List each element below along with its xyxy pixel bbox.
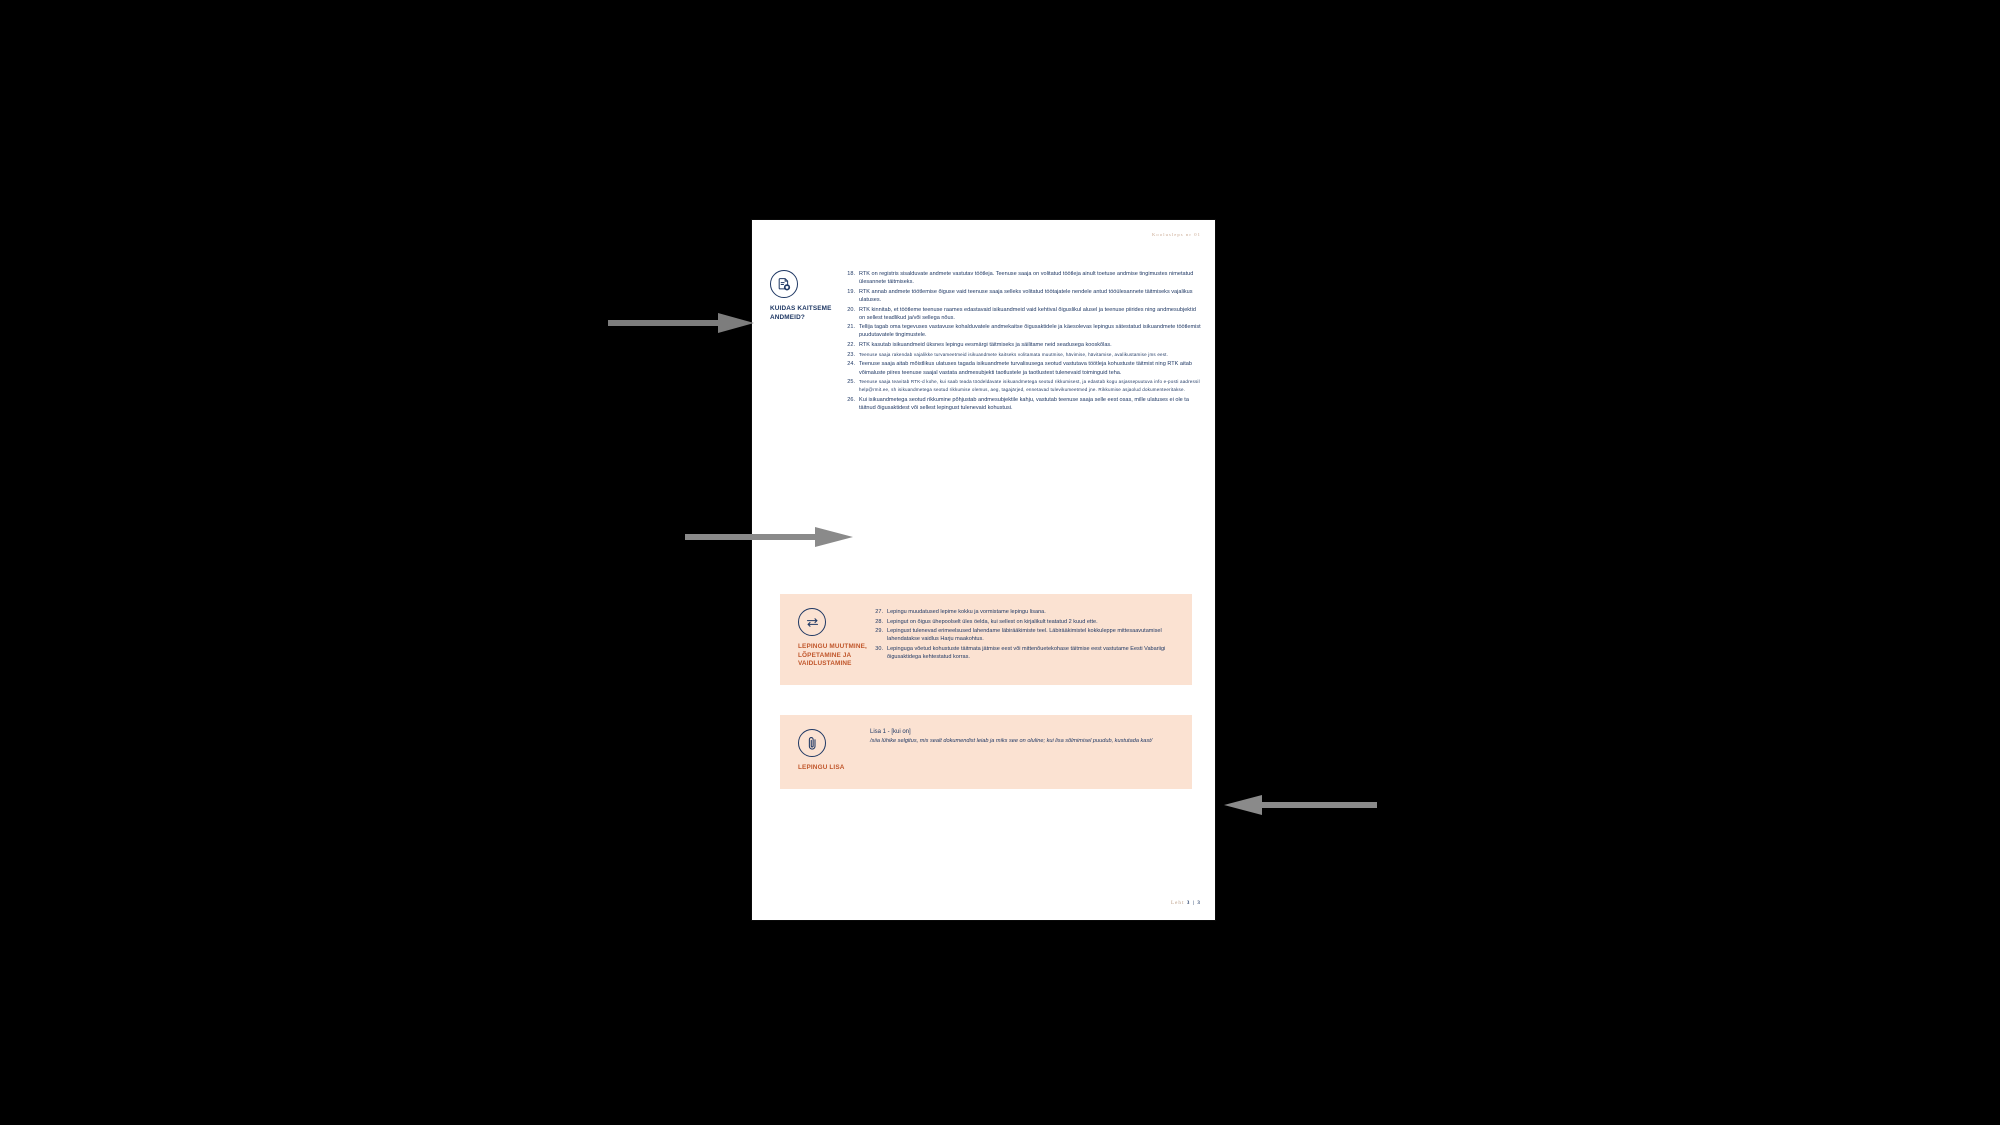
clause-item — [870, 627, 1180, 643]
section-contract-changes-title: LEPINGU MUUTMINE, LÕPETAMINE JA VAIDLUSTAMINE — [798, 643, 867, 668]
clause-item — [870, 645, 1180, 661]
clause-item — [842, 351, 1203, 359]
section-attachment-title: LEPINGU LISA — [798, 764, 845, 771]
clause-text: Tellija tagab oma tegevuses vastavuse kohalduvatele andmekaitse õigusaktidele ja käesolevas lepingus sätestatud isikuandmete töötlemist puudutavatele tingimustele. — [859, 324, 1201, 339]
clause-text: Teenuse saaja teavitab RTK-d kohe, kui saab teada töödeldavate isikuandmetega seotud rikkumisest, ja edastab kogu asjassepuutuva info e-posti aadressil help@rmit.ee, sh isikuandmetega seotud rikkumise olemus, aeg, tagajärjed, ennetavad tulevikumeetmed jne. Rikkumise asjaolud dokumenteeritakse. — [859, 379, 1200, 393]
clause-number: 25. — [847, 379, 855, 386]
section-contract-changes — [780, 594, 1192, 685]
page-footer-value: 3 | 3 — [1186, 901, 1201, 906]
clause-number: 27. — [875, 609, 883, 615]
section-contract-changes-body — [870, 608, 1192, 669]
clause-number: 21. — [847, 324, 855, 331]
clause-number: 20. — [847, 306, 855, 313]
page-header-label: Koolusleps nr 01 — [1152, 232, 1201, 237]
clause-item — [842, 270, 1203, 286]
clause-text: Lepingust tulenevad erimeelsused lahendame läbirääkimiste teel. Läbirääkimistel kokkuleppe mittesaavutamisel lahendatakse vaidlus Harju maakohtus. — [887, 628, 1162, 643]
clause-text: Kui isikuandmetega seotud rikkumine põhjustab andmesubjektile kahju, vastutab teenuse saaja selle eest osas, mille ulatuses ei ole ta täitnud õigusaktidest või sellest lepingust tulenevaid kohustusi. — [859, 396, 1189, 412]
clause-number: 28. — [875, 618, 883, 625]
clause-item — [842, 378, 1203, 394]
clause-number: 19. — [847, 288, 855, 295]
clause-text: Lepingu muudatused lepime kokku ja vormistame lepingu lisana. — [887, 609, 1046, 615]
section-data-protection-title: KUIDAS KAITSEME ANDMEID? — [770, 305, 832, 321]
attachment-heading: Lisa 1 - [kui on] — [870, 729, 911, 735]
section-attachment-body — [870, 729, 1192, 773]
clause-item — [842, 306, 1203, 322]
page-footer-label: Leht — [1170, 901, 1185, 906]
clause-text: Teenuse saaja aitab mõistlikus ulatuses tagada isikuandmete turvalisusega seotud vastutava töötleja kohustuste täitmist ning RTK aitab võimaluste piires teenuse saajal vastata andmesubjekti taotlustele ja taotlustest tulenevaid toiminguid teha. — [859, 361, 1192, 376]
clause-number: 24. — [847, 361, 855, 368]
document-page — [752, 220, 1215, 920]
clause-item — [870, 618, 1180, 626]
section-data-protection-body — [842, 270, 1215, 414]
attachment-note: /siia lühike selgitus, mis sealt dokumendist leiab ja miks see on oluline; kui lisa sõlmimisel puudub, kustutada kast/ — [870, 738, 1153, 744]
section-attachment-side — [780, 729, 870, 773]
section-data-protection-side — [752, 270, 842, 414]
section-attachment — [780, 715, 1192, 789]
clause-item — [842, 360, 1203, 376]
clause-item — [870, 608, 1180, 616]
clause-list-contract-changes — [870, 608, 1180, 661]
document-shield-icon — [770, 270, 798, 298]
clause-text: Lepingut on õigus ühepoolselt üles öelda, kui sellest on kirjalikult teatatud 2 kuud ette. — [887, 618, 1098, 625]
page-footer — [1171, 901, 1201, 906]
clause-number: 26. — [847, 396, 855, 403]
exchange-arrows-icon — [798, 608, 826, 636]
clause-item — [842, 323, 1203, 339]
clause-item — [842, 396, 1203, 412]
clause-number: 30. — [875, 646, 883, 653]
clause-text: RTK annab andmete töötlemise õiguse vaid teenuse saaja selleks volitatud töötajatele nendele antud tööülesannete täitmiseks vajalikus ulatuses. — [859, 288, 1193, 303]
clause-number: 29. — [875, 628, 883, 635]
clause-text: Teenuse saaja rakendab vajalikke turvameetmeid isikuandmete kaitseks volitamata muutmise, hävimise, hävitamise, avalikustamise jms eest. — [859, 351, 1169, 357]
clause-text: RTK on registris sisalduvate andmete vastutav töötleja. Teenuse saaja on volitatud töötleja ainult toetuse andmise tingimustes nimetatud ülesannete täitmiseks. — [859, 271, 1194, 286]
section-contract-changes-side — [780, 608, 870, 669]
clause-number: 23. — [847, 351, 855, 358]
section-data-protection — [752, 270, 1215, 414]
clause-number: 22. — [847, 342, 855, 349]
clause-text: RTK kinnitab, et töötleme teenuse raames edastavaid isikuandmeid vaid kehtival õiguslikul alusel ja teenuse piirides ning andmesubjektid on sellest teadlikud ja/või sellega nõus. — [859, 306, 1196, 321]
clause-number: 18. — [847, 271, 855, 277]
paperclip-icon — [798, 729, 826, 757]
clause-item — [842, 288, 1203, 304]
clause-text: Lepinguga võetud kohustuste täitmata jätmise eest või mittenõuetekohase täitmise eest vastutame Eesti Vabariigi õigusaktidega kehtestatud korras. — [887, 646, 1166, 661]
clause-text: RTK kasutab isikuandmeid üksnes lepingu eesmärgi täitmiseks ja säilitame neid seadusega kooskõlas. — [859, 342, 1112, 349]
clause-list-data-protection — [842, 270, 1203, 412]
clause-item — [842, 341, 1203, 349]
